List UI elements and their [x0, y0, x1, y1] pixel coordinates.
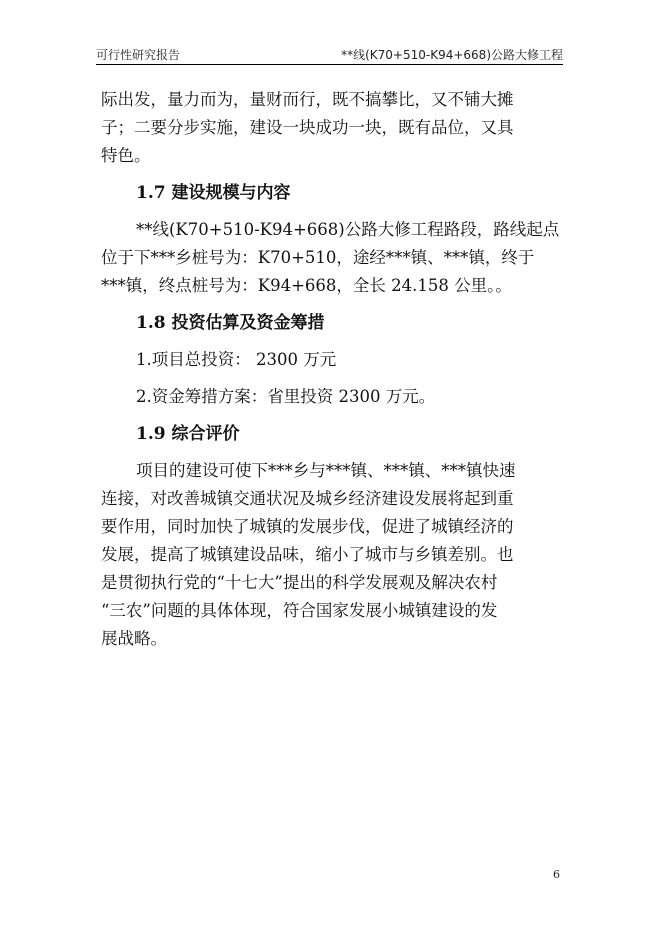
header-doc-type: 可行性研究报告 — [96, 48, 181, 62]
section-1-8-item-2: 2.资金筹措方案：省里投资 2300 万元。 — [136, 387, 436, 406]
section-title: 建设规模与内容 — [171, 183, 291, 203]
section-1-8-item-1: 1.项目总投资： 2300 万元 — [136, 350, 337, 369]
section-1-9-line-4: 发展，提高了城镇建设品味，缩小了城市与乡镇差别。也 — [101, 545, 514, 564]
page-header — [96, 44, 563, 66]
header-rule — [96, 64, 563, 65]
section-1-7-line-2: 位于下***乡桩号为：K70+510，途经***镇、***镇，终于 — [101, 248, 535, 267]
section-1-7-line-3: ***镇，终点桩号为：K94+668，全长 24.158 公里。。 — [101, 276, 512, 295]
section-1-9-line-7: 展战略。 — [101, 629, 167, 648]
section-1-9-line-1: 项目的建设可使下***乡与***镇、***镇、***镇快速 — [136, 461, 516, 480]
header-project-title: **线(K70+510-K94+668)公路大修工程 — [341, 48, 563, 62]
page-body — [101, 86, 561, 653]
page-number: 6 — [553, 868, 560, 881]
section-1-7-line-1: **线(K70+510-K94+668)公路大修工程路段，路线起点 — [136, 220, 560, 239]
section-heading-1-8 — [101, 309, 561, 337]
section-1-9-line-6: “三农”问题的具体体现，符合国家发展小城镇建设的发 — [101, 601, 498, 620]
section-number: 1.7 — [136, 183, 166, 203]
section-heading-1-7 — [101, 179, 561, 207]
section-1-9-line-2: 连接，对改善城镇交通状况及城乡经济建设发展将起到重 — [101, 489, 514, 508]
section-title: 综合评价 — [171, 424, 240, 444]
intro-line-1: 际出发，量力而为，量财而行，既不搞攀比，又不铺大摊 — [101, 90, 514, 109]
section-number: 1.9 — [136, 424, 166, 444]
section-1-9-line-5: 是贯彻执行党的“十七大”提出的科学发展观及解决农村 — [101, 573, 498, 592]
section-number: 1.8 — [136, 313, 166, 333]
intro-line-3: 特色。 — [101, 146, 151, 165]
section-heading-1-9 — [101, 420, 561, 448]
intro-line-2: 子；二要分步实施，建设一块成功一块，既有品位，又具 — [101, 118, 514, 137]
section-title: 投资估算及资金筹措 — [171, 313, 325, 333]
section-1-9-line-3: 要作用，同时加快了城镇的发展步伐，促进了城镇经济的 — [101, 517, 514, 536]
